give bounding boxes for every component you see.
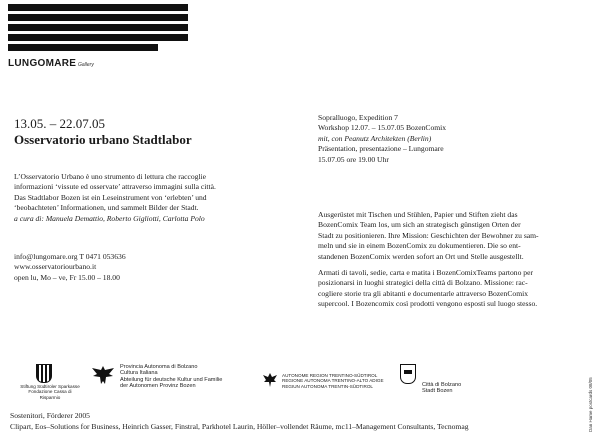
region-crest-icon xyxy=(36,364,52,383)
presentation-time: 15.07.05 ore 19.00 Uhr xyxy=(318,154,389,164)
german-line: standenen BozenComix werden sofort an Ort und Stelle ausgestellt. xyxy=(318,251,524,261)
opening-hours: open lu, Mo – ve, Fr 15.00 – 18.00 xyxy=(14,272,120,282)
logo-text-line: REGIONE AUTONOMA TRENTINO-ALTO ADIGE xyxy=(282,378,384,384)
contact-block xyxy=(14,252,126,283)
italian-line: cogliere storie tra gli abitanti e documentarle attraverso BozenComix xyxy=(318,288,529,298)
supporters-heading: Sostenitori, Förderer 2005 xyxy=(10,411,90,420)
logo-text-line: Città di Bolzano xyxy=(422,382,462,388)
logo-stripe xyxy=(8,24,188,31)
german-line: BozenComix Team los, um sich an strategisch günstigen Orten der xyxy=(318,220,521,230)
intro-paragraph xyxy=(14,172,304,224)
region-logo-text xyxy=(282,373,384,389)
foundation-logo-text xyxy=(20,384,80,400)
logo-text-line: Stadt Bozen xyxy=(422,388,453,395)
expedition-info xyxy=(318,113,446,165)
presentation-line: Präsentation, presentazione – Lungomare xyxy=(318,144,444,154)
italian-line: Armati di tavoli, sedie, carta e matita i BozenComixTeams partono per xyxy=(318,268,533,277)
logo-text-line: Cultura Italiana xyxy=(120,370,158,377)
workshop-dates: Workshop 12.07. – 15.07.05 BozenComix xyxy=(318,123,447,133)
eagle-icon xyxy=(90,364,116,391)
province-logo-text xyxy=(120,364,222,390)
logo-text-line: Provincia Autonoma di Bolzano xyxy=(120,364,198,370)
expedition-heading: Sopralluogo, Expedition 7 xyxy=(318,113,398,122)
contact-email-phone[interactable]: info@lungomare.org T 0471 053636 xyxy=(14,252,126,261)
paragraph-german xyxy=(318,210,581,262)
intro-line: informazioni ‘vissute ed osservate’ attraverso immagini sulla città. xyxy=(14,182,216,192)
german-line: Ausgerüstet mit Tischen und Stühlen, Papier und Stiften zieht das xyxy=(318,210,518,219)
logo-stripe xyxy=(8,44,158,51)
logo-subtitle: Gallery xyxy=(78,62,94,68)
contact-website[interactable]: www.osservatoriourbano.it xyxy=(14,262,97,272)
german-line: meln und sie in einem BozenComix zu dokumentieren. Die so ent- xyxy=(318,241,521,251)
intro-line: ‘beobachteten’ Informationen, und sammelt Bilder der Stadt. xyxy=(14,203,199,213)
logo-text-line: Stiftung Südtiroler Sparkasse xyxy=(20,384,80,389)
logo-text-line: REGIUN AUTONOMA TRENTIN-SÜDTIROL xyxy=(282,383,373,389)
german-line: Stadt zu positionieren. Ihre Mission: Geschichten der Bewohner zu sam- xyxy=(318,230,539,240)
paragraph-italian xyxy=(318,268,581,310)
logo-wordmark: LUNGOMARE xyxy=(8,58,77,69)
exhibition-title: Osservatorio urbano Stadtlabor xyxy=(14,132,192,147)
logo-stripes xyxy=(8,4,188,54)
city-logo-text xyxy=(422,382,461,395)
exhibition-dates: 13.05. – 22.07.05 xyxy=(14,116,105,131)
logo-stripe xyxy=(8,34,188,41)
region-eagle-icon xyxy=(262,372,278,393)
logo-text-line: Abteilung für deutsche Kultur und Familie xyxy=(120,376,223,383)
logo-stripe xyxy=(8,4,188,11)
sponsors-list: Clipart, Eos–Solutions for Business, Heinrich Gasser, Finstral, Parkhotel Laurin, Höller–vollendet Räume, mc11–Management Consultants, Tecnomag xyxy=(10,422,469,431)
intro-line: L’Osservatorio Urbano è uno strumento di lettura che raccoglie xyxy=(14,172,207,181)
logo-stripe xyxy=(8,14,188,21)
intro-line: Das Stadtlabor Bozen ist ein Leseinstrument von ‘erlebten’ und xyxy=(14,192,207,202)
italian-line: supercool. I Bozencomix così prodotti vengono esposti sul luogo stesso. xyxy=(318,299,538,309)
logo-text-line: AUTONOME REGION TRENTINO-SÜDTIROL xyxy=(282,373,378,378)
italian-line: posizionarsi in luoghi strategici della città di Bolzano. Missione: rac- xyxy=(318,278,528,288)
logo-text-line: der Autonomen Provinz Bozen xyxy=(120,383,196,390)
curator-credit: a cura di: Manuela Demattio, Roberto Gigliotti, Carlotta Polo xyxy=(14,213,205,223)
logo-text-line: Fondazione Cassa di Risparmio xyxy=(28,389,72,400)
city-shield-icon xyxy=(400,364,416,384)
postcard-credit: Dan Hame postcards 08/05 xyxy=(588,377,593,432)
collaborators: mit, con Peanutz Architekten (Berlin) xyxy=(318,133,432,143)
